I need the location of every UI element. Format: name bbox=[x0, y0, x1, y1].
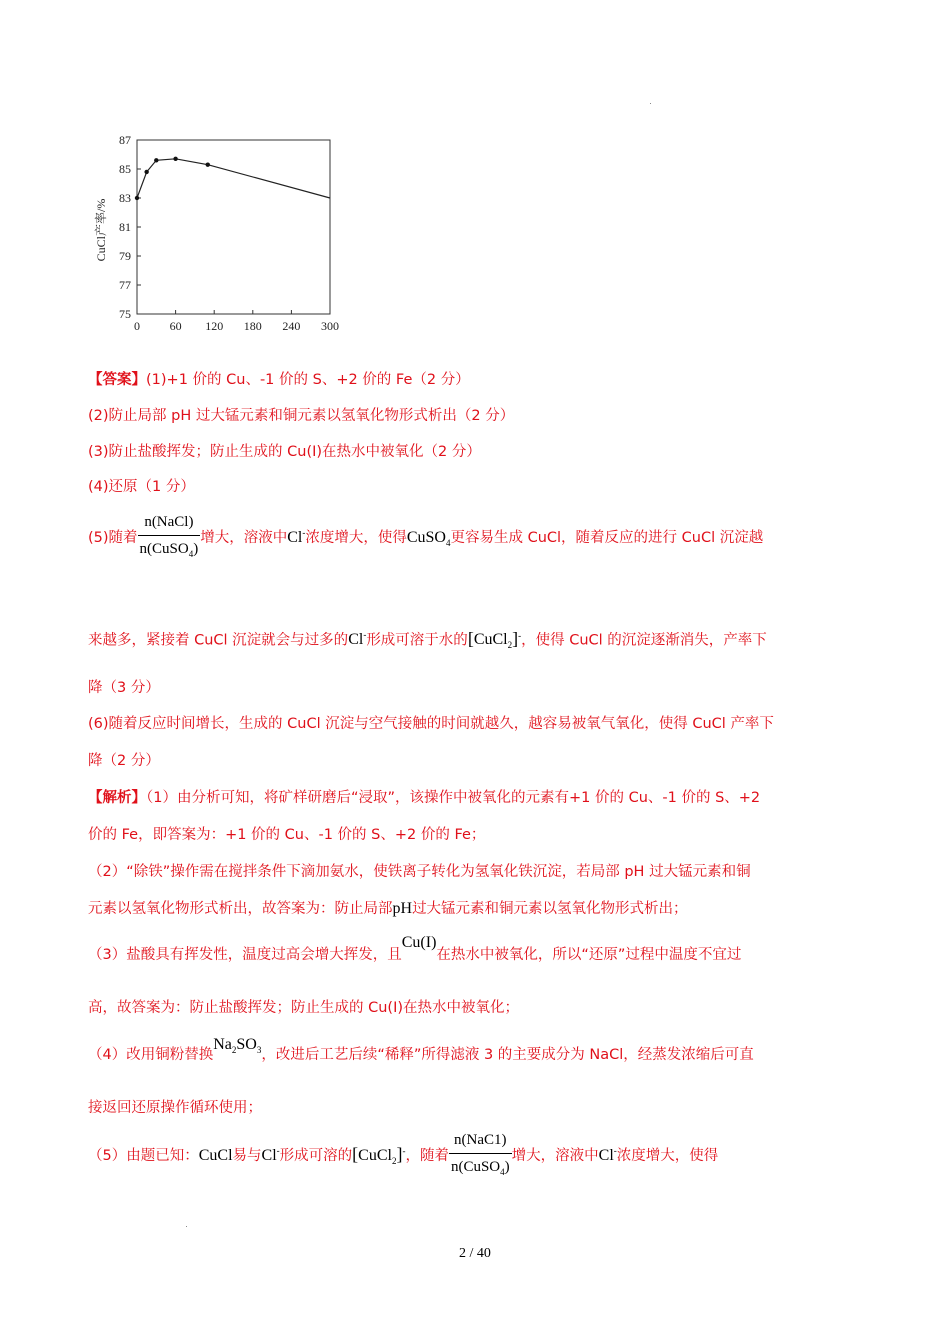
chem-sup: - bbox=[276, 1145, 280, 1156]
speck bbox=[650, 103, 651, 104]
den-part: n(CuSO bbox=[450, 1159, 501, 1175]
analysis-7-text-a: （4）改用铜粉替换 bbox=[88, 1047, 214, 1063]
speck bbox=[186, 1226, 187, 1227]
analysis-4 bbox=[88, 899, 688, 919]
chem-text: Cl bbox=[287, 529, 303, 546]
copper-sulfate bbox=[406, 529, 451, 549]
chem-text: Cl bbox=[348, 631, 364, 649]
chem-sub: 2 bbox=[231, 1045, 237, 1056]
series-line bbox=[137, 159, 330, 198]
answer-6 bbox=[88, 625, 767, 656]
analysis-line-1 bbox=[88, 788, 760, 808]
den-sub: 4 bbox=[500, 1167, 505, 1177]
analysis-9-text-a: （5）由题已知： bbox=[88, 1148, 199, 1164]
page-number: 2 / 40 bbox=[459, 1246, 491, 1261]
analysis-4-text-a: 元素以氢氧化物形式析出，故答案为：防止局部 bbox=[88, 901, 393, 917]
chem-text: CuSO bbox=[406, 529, 446, 546]
analysis-1: （1）由分析可知，将矿样研磨后“浸取”，该操作中被氧化的元素有+1 价的 Cu、-1 价的 S、+2 bbox=[146, 790, 761, 806]
chloride-ion bbox=[287, 529, 305, 546]
chem-sub: 4 bbox=[445, 538, 451, 549]
plot-frame bbox=[137, 140, 330, 314]
x-tick-label: 120 bbox=[205, 319, 224, 333]
analysis-5-text-a: （3）盐酸具有挥发性，温度过高会增大挥发，且 bbox=[88, 947, 402, 963]
y-tick-label: 81 bbox=[119, 220, 131, 234]
analysis-9-text-f: 浓度增大，使得 bbox=[616, 1148, 719, 1164]
answer-9: 降（2 分） bbox=[88, 753, 160, 769]
chem-sub: 3 bbox=[256, 1045, 262, 1056]
data-point bbox=[135, 196, 139, 200]
ratio-fraction bbox=[138, 510, 201, 566]
chem-text: SO bbox=[236, 1036, 257, 1053]
x-ticks bbox=[134, 310, 339, 333]
answer-4: (4)还原（1 分） bbox=[88, 479, 195, 495]
den-sub: 4 bbox=[188, 549, 194, 559]
answer-3: (3)防止盐酸挥发；防止生成的 Cu(I)在热水中被氧化（2 分） bbox=[88, 444, 481, 460]
chloride-ion bbox=[599, 1147, 617, 1164]
answer-8: (6)随着反应时间增长，生成的 CuCl 沉淀与空气接触的时间就越久，越容易被氧气氧化，使得 CuCl 产率下 bbox=[88, 716, 774, 732]
analysis-3: （2）“除铁”操作需在搅拌条件下滴加氨水，使铁离子转化为氢氧化铁沉淀，若局部 pH 过大锰元素和铜 bbox=[88, 864, 751, 880]
data-point bbox=[144, 170, 148, 174]
x-tick-label: 300 bbox=[321, 319, 339, 333]
fraction-numerator: n(NaC1) bbox=[449, 1128, 512, 1154]
cucl-symbol: CuCl bbox=[198, 1147, 233, 1164]
y-axis-label: CuCl产率/% bbox=[94, 198, 108, 262]
y-ticks bbox=[119, 133, 141, 321]
chem-text: CuCl bbox=[358, 1147, 392, 1164]
analysis-2: 价的 Fe，即答案为：+1 价的 Cu、-1 价的 S、+2 价的 Fe； bbox=[88, 827, 486, 843]
answer-5-text-a: (5)随着 bbox=[88, 530, 138, 546]
y-tick-label: 85 bbox=[119, 162, 131, 176]
analysis-9-text-b: 易与 bbox=[232, 1148, 262, 1164]
x-tick-label: 60 bbox=[169, 319, 182, 333]
answer-5-text-b: 增大，溶液中 bbox=[200, 530, 288, 546]
cu-i-symbol: Cu(I) bbox=[401, 934, 437, 951]
analysis-7-text-b: ，改进后工艺后续“稀释”所得滤液 3 的主要成分为 NaCl，经蒸发浓缩后可直 bbox=[261, 1047, 754, 1063]
analysis-5-text-b: 在热水中被氧化，所以“还原”过程中温度不宜过 bbox=[436, 947, 742, 963]
answer-6-text-c: ，使得 CuCl 的沉淀逐渐消失，产率下 bbox=[521, 632, 767, 649]
complex-charge: - bbox=[518, 630, 522, 641]
bracket-left: [ bbox=[352, 1144, 359, 1164]
data-point bbox=[206, 162, 210, 166]
answer-5 bbox=[88, 510, 763, 566]
chem-sup: - bbox=[613, 1145, 617, 1156]
analysis-9-text-e: 增大，溶液中 bbox=[511, 1148, 599, 1164]
bracket-right: ] bbox=[512, 628, 519, 649]
chem-text: Cl bbox=[598, 1147, 614, 1164]
chem-sup: - bbox=[302, 527, 306, 538]
yield-chart bbox=[80, 130, 350, 340]
analysis-6: 高，故答案为：防止盐酸挥发；防止生成的 Cu(I)在热水中被氧化； bbox=[88, 1000, 520, 1016]
fraction-denominator bbox=[449, 1154, 512, 1184]
cucl2-complex bbox=[473, 631, 513, 651]
chem-sup: - bbox=[363, 630, 367, 640]
chem-sub: 2 bbox=[391, 1156, 397, 1167]
x-tick-label: 180 bbox=[243, 319, 262, 333]
bracket-left: [ bbox=[467, 628, 474, 649]
analysis-9 bbox=[88, 1128, 718, 1184]
analysis-8: 接返回还原操作循环使用； bbox=[88, 1100, 262, 1116]
analysis-5 bbox=[88, 934, 742, 965]
answer-line-1 bbox=[88, 370, 470, 390]
den-part: ) bbox=[504, 1159, 510, 1175]
fraction-denominator bbox=[138, 536, 201, 566]
answer-1: (1)+1 价的 Cu、-1 价的 S、+2 价的 Fe（2 分） bbox=[146, 372, 470, 388]
chem-text: Cl bbox=[261, 1147, 277, 1164]
analysis-9-text-c: 形成可溶的 bbox=[279, 1148, 353, 1164]
complex-charge: - bbox=[402, 1146, 406, 1157]
answer-5-text-d: 更容易生成 CuCl，随着反应的进行 CuCl 沉淀越 bbox=[450, 530, 764, 546]
den-part: ) bbox=[193, 541, 199, 557]
analysis-4-text-b: 过大锰元素和铜元素以氢氧化物形式析出； bbox=[412, 901, 688, 917]
analysis-7 bbox=[88, 1036, 754, 1070]
fraction-numerator: n(NaCl) bbox=[138, 510, 201, 536]
answer-6-text-a: 来越多，紧接着 CuCl 沉淀就会与过多的 bbox=[88, 632, 349, 649]
den-part: n(CuSO bbox=[139, 541, 189, 557]
analysis-9-text-d: ，随着 bbox=[405, 1148, 449, 1164]
x-tick-label: 0 bbox=[134, 319, 140, 333]
data-point bbox=[173, 157, 177, 161]
y-tick-label: 79 bbox=[119, 249, 131, 263]
chloride-ion bbox=[262, 1147, 280, 1164]
x-tick-label: 240 bbox=[282, 319, 301, 333]
y-tick-label: 83 bbox=[119, 191, 131, 205]
chem-text: Na bbox=[213, 1036, 232, 1053]
chloride-ion bbox=[348, 631, 366, 648]
answer-2: (2)防止局部 pH 过大锰元素和铜元素以氢氧化物形式析出（2 分） bbox=[88, 408, 515, 424]
ph-symbol: pH bbox=[392, 900, 413, 917]
answer-label: 【答案】 bbox=[88, 372, 146, 388]
answer-5-text-c: 浓度增大，使得 bbox=[305, 530, 407, 546]
cucl2-complex bbox=[358, 1147, 397, 1167]
bracket-right: ] bbox=[396, 1144, 403, 1164]
y-tick-label: 77 bbox=[119, 278, 131, 292]
y-tick-label: 75 bbox=[119, 307, 131, 321]
answer-6-text-b: 形成可溶于水的 bbox=[366, 632, 468, 649]
ratio-fraction bbox=[449, 1128, 512, 1184]
chem-sub: 2 bbox=[507, 640, 513, 651]
y-tick-label: 87 bbox=[119, 133, 131, 147]
analysis-label: 【解析】 bbox=[88, 790, 146, 806]
sodium-sulfite bbox=[213, 1036, 262, 1056]
answer-7: 降（3 分） bbox=[88, 680, 160, 696]
data-point bbox=[154, 158, 158, 162]
chem-text: CuCl bbox=[473, 631, 508, 649]
